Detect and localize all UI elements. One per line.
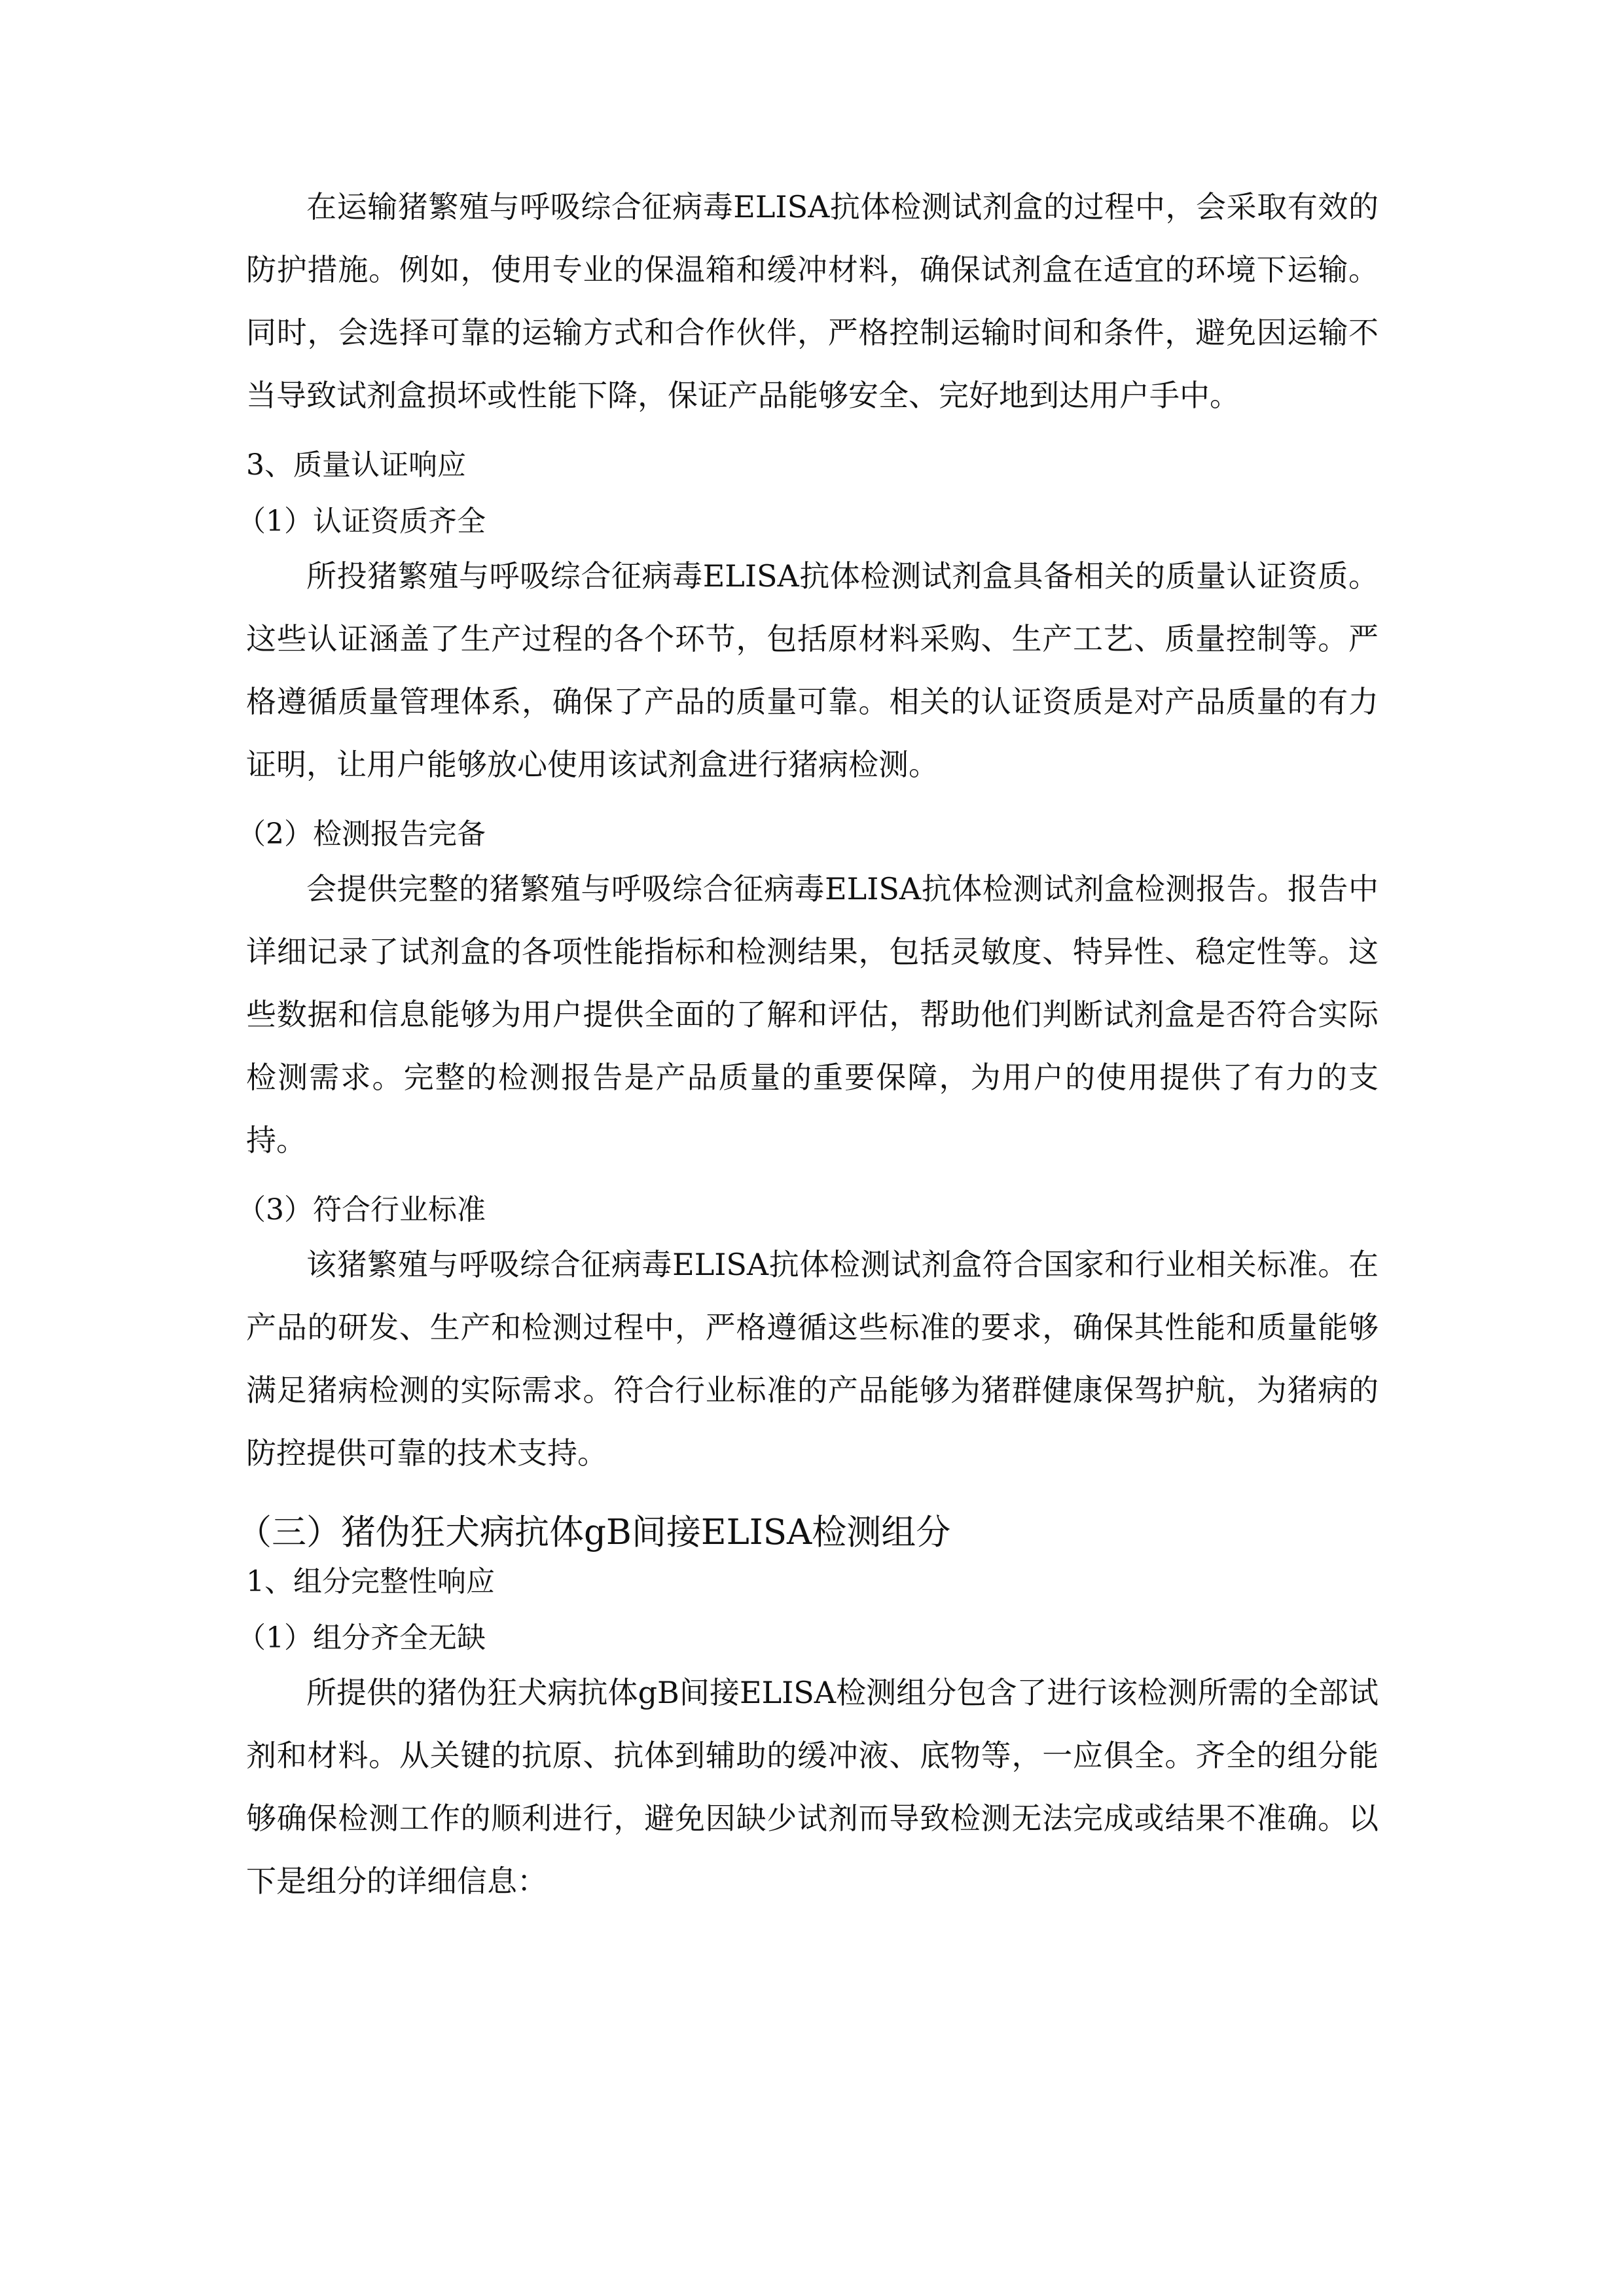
paragraph-certification-qualifications: 所投猪繁殖与呼吸综合征病毒ELISA抗体检测试剂盒具备相关的质量认证资质。这些认证涵盖了生产过程的各个环节，包括原材料采购、生产工艺、质量控制等。严格遵循质量管理体系，确保了产品的质量可靠。相关的认证资质是对产品质量的有力证明，让用户能够放心使用该试剂盒进行猪病检测。 [246, 558, 1379, 782]
paragraph-transport-protection: 在运输猪繁殖与呼吸综合征病毒ELISA抗体检测试剂盒的过程中，会采取有效的防护措施。例如，使用专业的保温箱和缓冲材料，确保试剂盒在适宜的环境下运输。同时，会选择可靠的运输方式和合作伙伴，严格控制运输时间和条件，避免因运输不当导致试剂盒损坏或性能下降，保证产品能够安全、完好地到达用户手中。 [246, 189, 1379, 413]
paragraph-components-complete: 所提供的猪伪狂犬病抗体gB间接ELISA检测组分包含了进行该检测所需的全部试剂和材料。从关键的抗原、抗体到辅助的缓冲液、底物等，一应俱全。齐全的组分能够确保检测工作的顺利进行，避免因缺少试剂而导致检测无法完成或结果不准确。以下是组分的详细信息： [246, 1675, 1379, 1899]
section-title-pseudorabies-gb: （三）猪伪狂犬病抗体gB间接ELISA检测组分 [237, 1513, 951, 1552]
subheading-certification-qualifications: （1）认证资质齐全 [237, 505, 486, 538]
heading-component-completeness: 1、组分完整性响应 [246, 1565, 495, 1598]
subheading-test-report: （2）检测报告完备 [237, 817, 486, 851]
paragraph-industry-standard: 该猪繁殖与呼吸综合征病毒ELISA抗体检测试剂盒符合国家和行业相关标准。在产品的研发、生产和检测过程中，严格遵循这些标准的要求，确保其性能和质量能够满足猪病检测的实际需求。符合行业标准的产品能够为猪群健康保驾护航，为猪病的防控提供可靠的技术支持。 [246, 1247, 1379, 1471]
heading-quality-certification: 3、质量认证响应 [246, 448, 466, 482]
subheading-components-complete: （1）组分齐全无缺 [237, 1621, 486, 1655]
paragraph-test-report: 会提供完整的猪繁殖与呼吸综合征病毒ELISA抗体检测试剂盒检测报告。报告中详细记录了试剂盒的各项性能指标和检测结果，包括灵敏度、特异性、稳定性等。这些数据和信息能够为用户提供全面的了解和评估，帮助他们判断试剂盒是否符合实际检测需求。完整的检测报告是产品质量的重要保障，为用户的使用提供了有力的支持。 [246, 871, 1379, 1158]
subheading-industry-standard: （3）符合行业标准 [237, 1193, 486, 1227]
document-page [237, 175, 1379, 1912]
